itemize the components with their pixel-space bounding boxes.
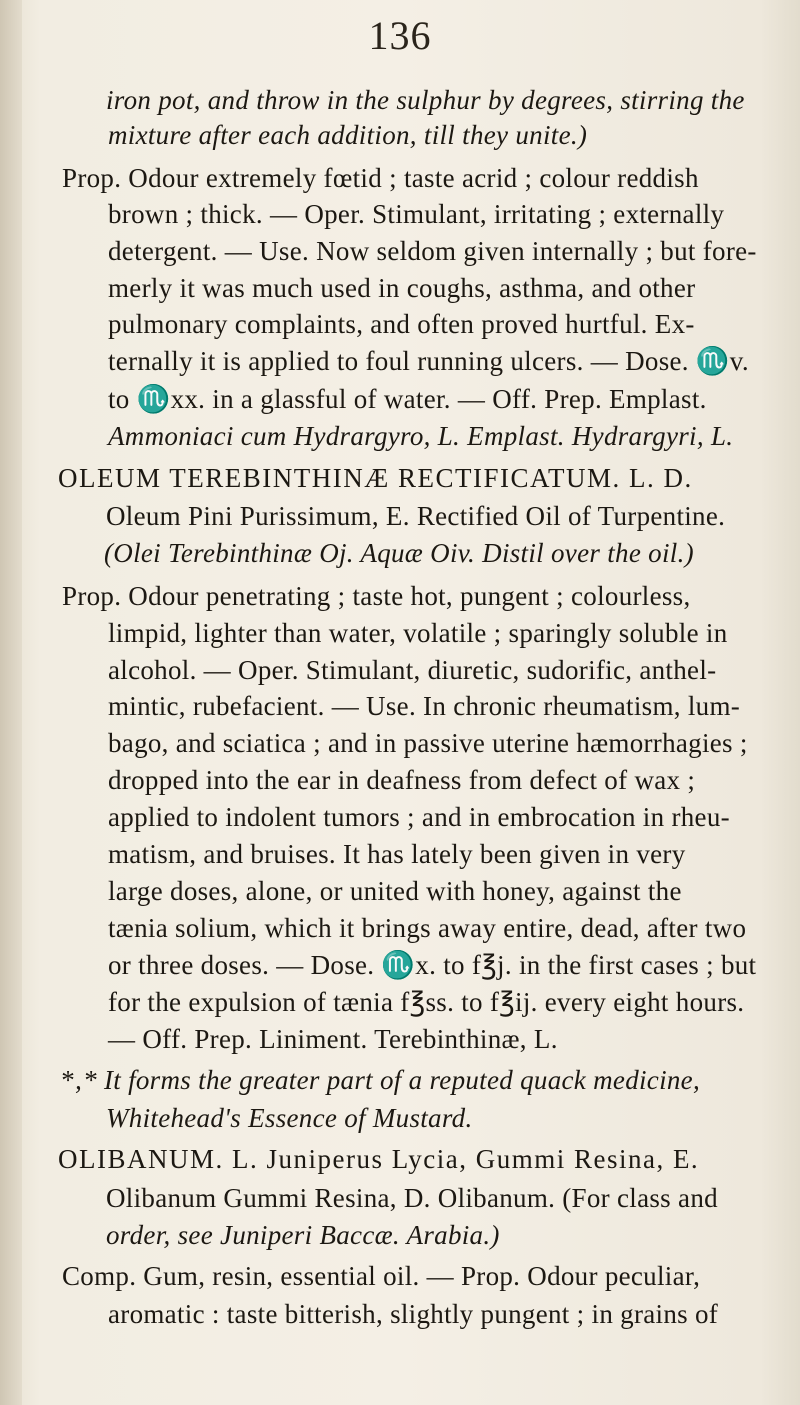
text-line: *‚* It forms the greater part of a reputed quack medicine, (60, 1065, 701, 1095)
text-line: mixture after each addition, till they unite.) (108, 120, 588, 150)
text-line: alcohol. — Oper. Stimulant, diuretic, sudorific, anthel- (108, 655, 717, 685)
text-line: iron pot, and throw in the sulphur by degrees, stirring the (106, 85, 745, 115)
text-line: Comp. Gum, resin, essential oil. — Prop. Odour peculiar, (62, 1261, 701, 1291)
text-line: applied to indolent tumors ; and in embrocation in rheu- (108, 802, 730, 832)
text-line: limpid, lighter than water, volatile ; sparingly soluble in (108, 618, 728, 648)
text-line: mintic, rubefacient. — Use. In chronic rheumatism, lum- (108, 691, 741, 721)
text-line: OLEUM TEREBINTHINÆ RECTIFICATUM. L. D. (58, 463, 693, 493)
text-line: order, see Juniperi Baccæ. Arabia.) (106, 1220, 500, 1250)
text-line: to ♏xx. in a glassful of water. — Off. Prep. Emplast. (108, 384, 707, 414)
text-line: (Olei Terebinthinæ Oj. Aquæ Oiv. Distil over the oil.) (104, 538, 694, 568)
text-line: Ammoniaci cum Hydrargyro, L. Emplast. Hydrargyri, L. (108, 421, 734, 451)
text-line: or three doses. — Dose. ♏x. to f℥j. in the first cases ; but (108, 950, 757, 980)
text-line: ternally it is applied to foul running ulcers. — Dose. ♏v. (108, 346, 749, 376)
text-line: Prop. Odour extremely fœtid ; taste acrid ; colour reddish (62, 163, 699, 193)
text-line: Prop. Odour penetrating ; taste hot, pungent ; colourless, (62, 581, 691, 611)
text-line: OLIBANUM. L. Juniperus Lycia, Gummi Resina, E. (58, 1144, 700, 1174)
text-line: Oleum Pini Purissimum, E. Rectified Oil of Turpentine. (106, 501, 726, 531)
text-line: dropped into the ear in deafness from defect of wax ; (108, 765, 696, 795)
text-line: detergent. — Use. Now seldom given internally ; but fore- (108, 236, 757, 266)
text-line: aromatic : taste bitterish, slightly pungent ; in grains of (108, 1299, 719, 1329)
text-line: brown ; thick. — Oper. Stimulant, irritating ; externally (108, 199, 725, 229)
text-line: — Off. Prep. Liniment. Terebinthinæ, L. (108, 1024, 558, 1054)
text-line: merly it was much used in coughs, asthma, and other (108, 273, 696, 303)
text-line: for the expulsion of tænia f℥ss. to f℥ij. every eight hours. (108, 987, 745, 1017)
text-line: matism, and bruises. It has lately been given in very (108, 839, 686, 869)
text-line: Olibanum Gummi Resina, D. Olibanum. (For class and (106, 1183, 718, 1213)
page-number: 136 (368, 13, 432, 58)
page-gutter (0, 0, 22, 1405)
text-line: tænia solium, which it brings away entire, dead, after two (108, 913, 747, 943)
text-line: bago, and sciatica ; and in passive uterine hæmorrhagies ; (108, 728, 748, 758)
text-line: large doses, alone, or united with honey, against the (108, 876, 682, 906)
text-line: pulmonary complaints, and often proved hurtful. Ex- (108, 309, 695, 339)
text-line: Whitehead's Essence of Mustard. (106, 1103, 473, 1133)
